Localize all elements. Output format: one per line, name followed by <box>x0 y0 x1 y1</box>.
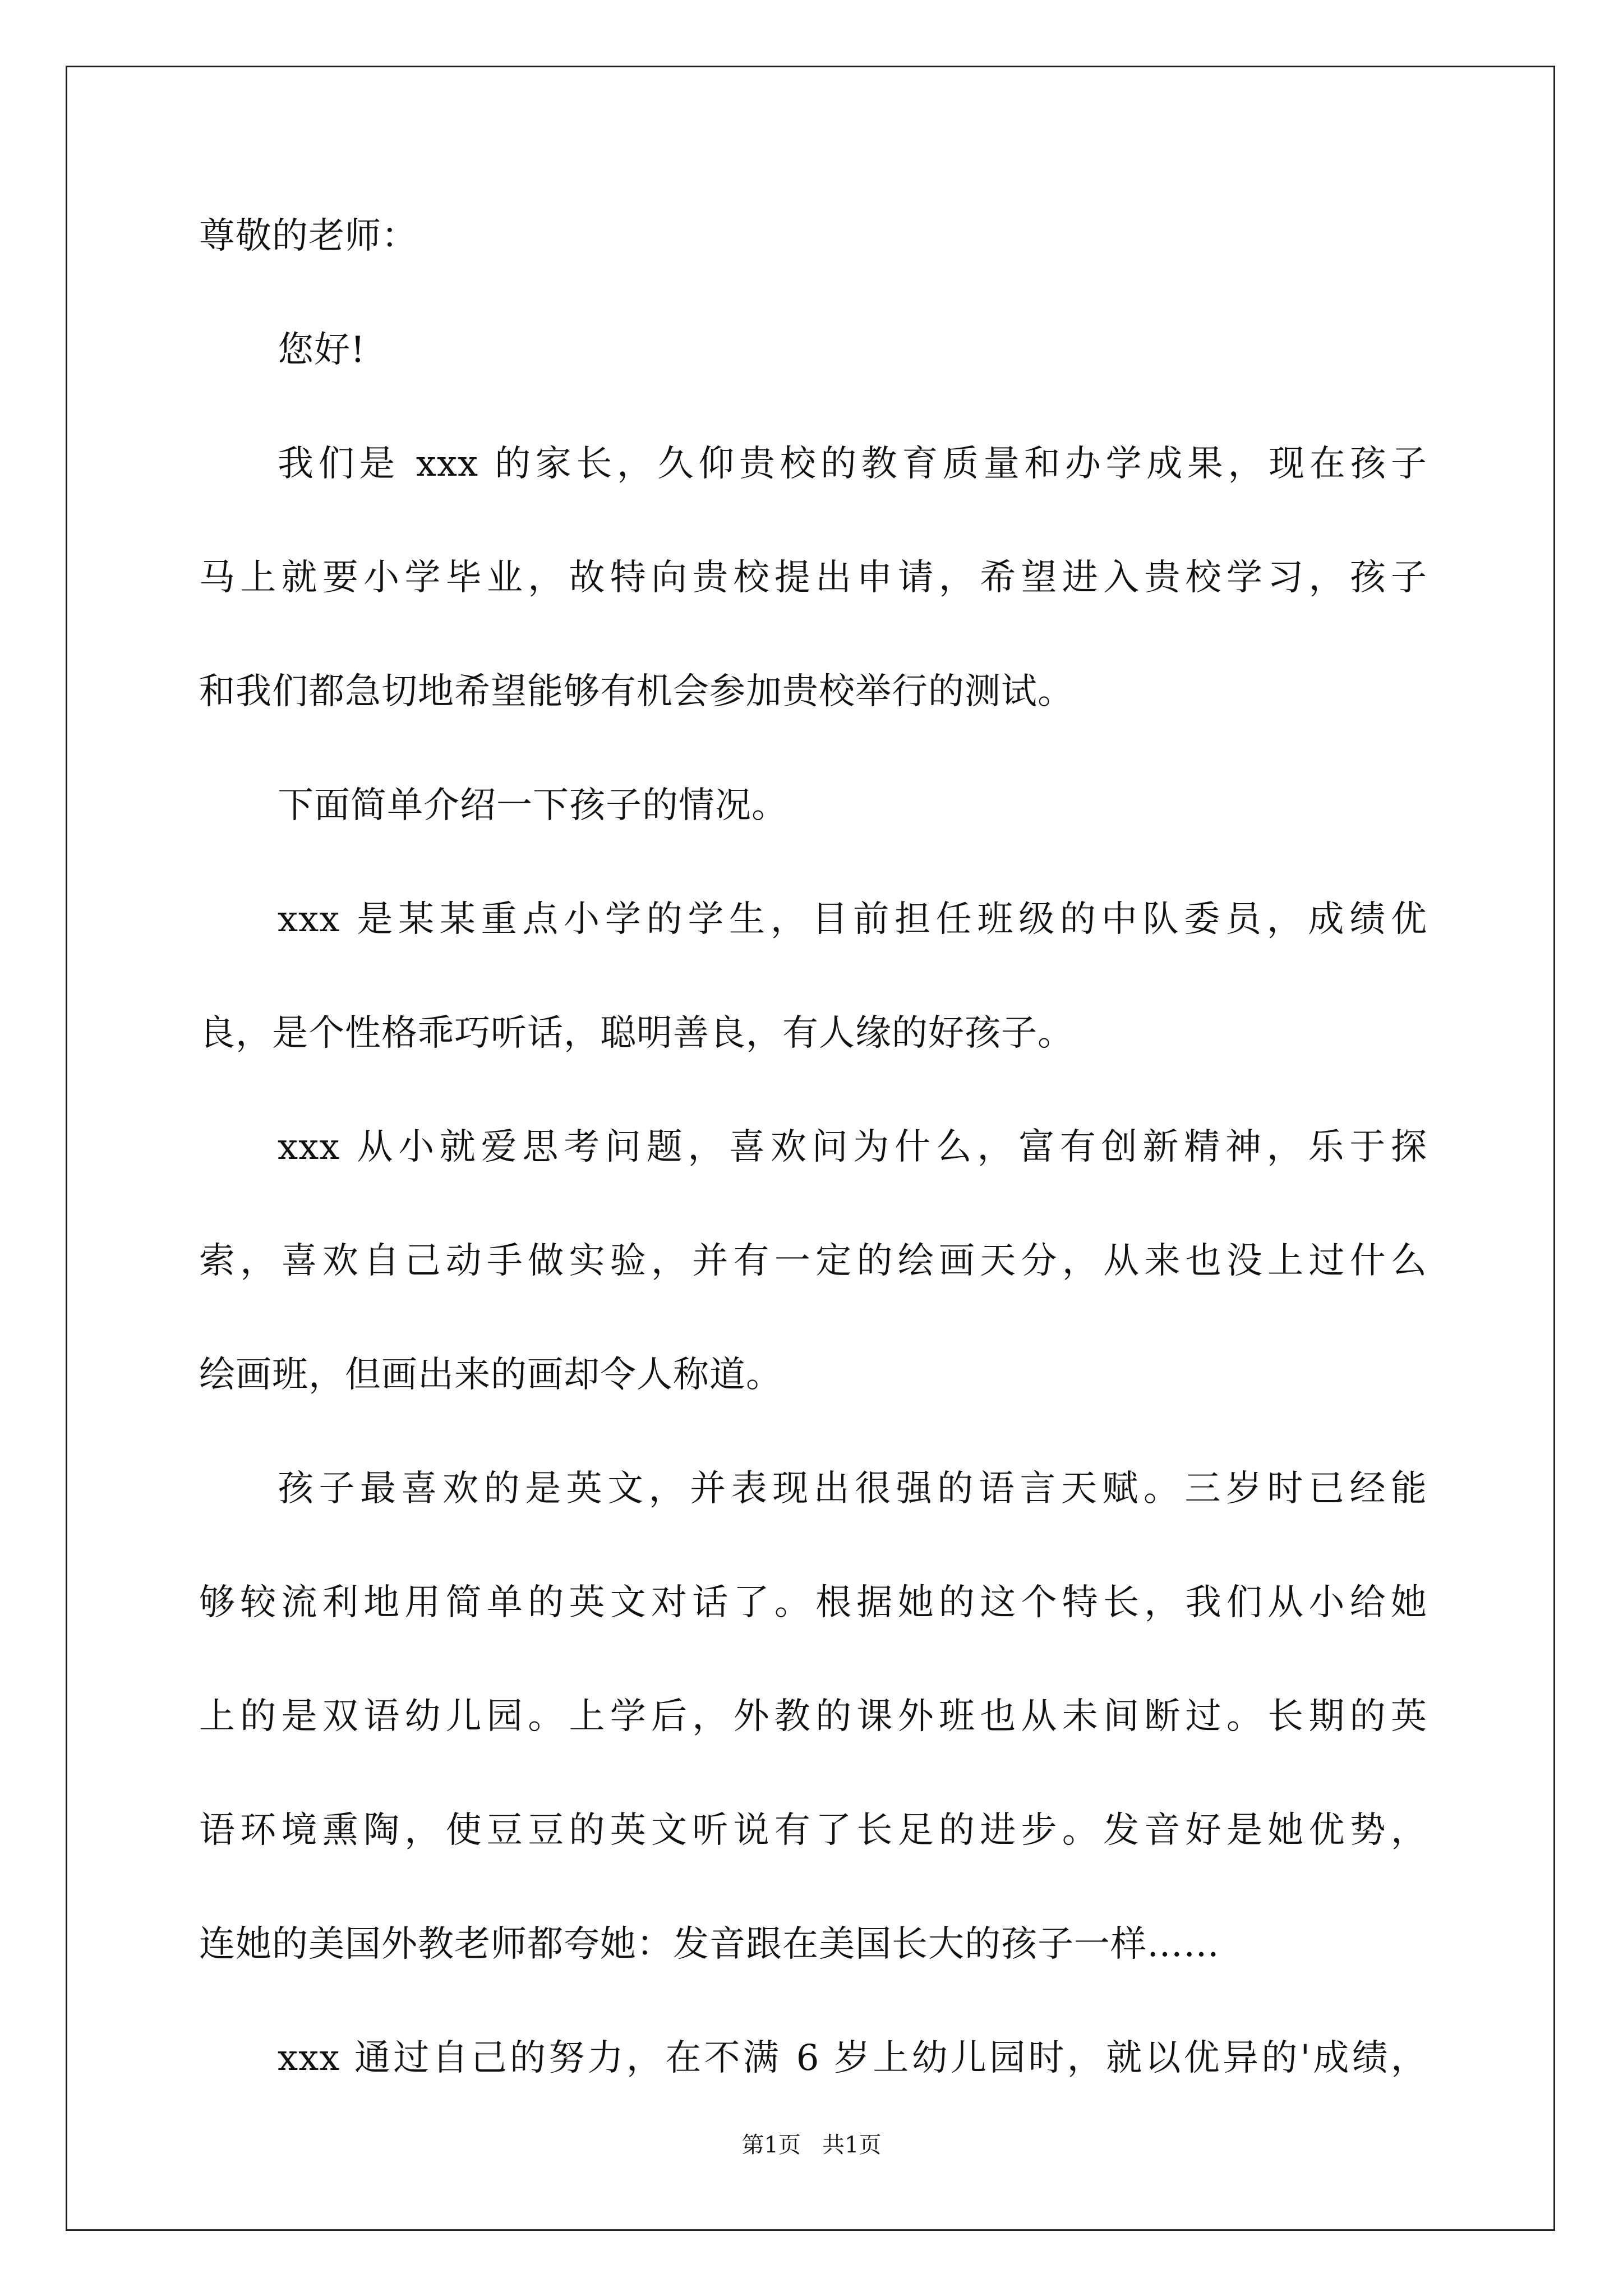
greeting-line: 您好! <box>278 329 366 371</box>
paragraph-line: 孩子最喜欢的是英文，并表现出很强的语言天赋。三岁时已经能 <box>278 1468 1427 1510</box>
paragraph-line: xxx 通过自己的努力，在不满 6 岁上幼儿园时，就以优异的'成绩， <box>278 2037 1427 2079</box>
page-number-footer: 第1页 共1页 <box>741 2132 882 2158</box>
paragraph-line: 马上就要小学毕业，故特向贵校提出申请，希望进入贵校学习，孩子 <box>199 557 1427 599</box>
paragraph-line: 上的是双语幼儿园。上学后，外教的课外班也从未间断过。长期的英 <box>199 1696 1427 1737</box>
paragraph-line: xxx 是某某重点小学的学生，目前担任班级的中队委员，成绩优 <box>278 899 1427 940</box>
document-body <box>199 216 1427 2152</box>
paragraph-line: 绘画班，但画出来的画却令人称道。 <box>199 1354 782 1396</box>
paragraph-line: 语环境熏陶，使豆豆的英文听说有了长足的进步。发音好是她优势， <box>199 1810 1427 1851</box>
paragraph-line: xxx 从小就爱思考问题，喜欢问为什么，富有创新精神，乐于探 <box>278 1126 1427 1168</box>
paragraph-line: 和我们都急切地希望能够有机会参加贵校举行的测试。 <box>199 671 1074 712</box>
paragraph-line: 连她的美国外教老师都夸她：发音跟在美国长大的孩子一样…… <box>199 1924 1220 1965</box>
paragraph-line: 索，喜欢自己动手做实验，并有一定的绘画天分，从来也没上过什么 <box>199 1240 1427 1282</box>
paragraph-line: 良，是个性格乖巧听话，聪明善良，有人缘的好孩子。 <box>199 1013 1074 1054</box>
salutation-line: 尊敬的老师： <box>199 215 418 257</box>
paragraph-line: 够较流利地用简单的英文对话了。根据她的这个特长，我们从小给她 <box>199 1582 1427 1623</box>
paragraph-line: 下面简单介绍一下孩子的情况。 <box>278 785 788 826</box>
paragraph-line: 我们是 xxx 的家长，久仰贵校的教育质量和办学成果，现在孩子 <box>278 443 1427 485</box>
